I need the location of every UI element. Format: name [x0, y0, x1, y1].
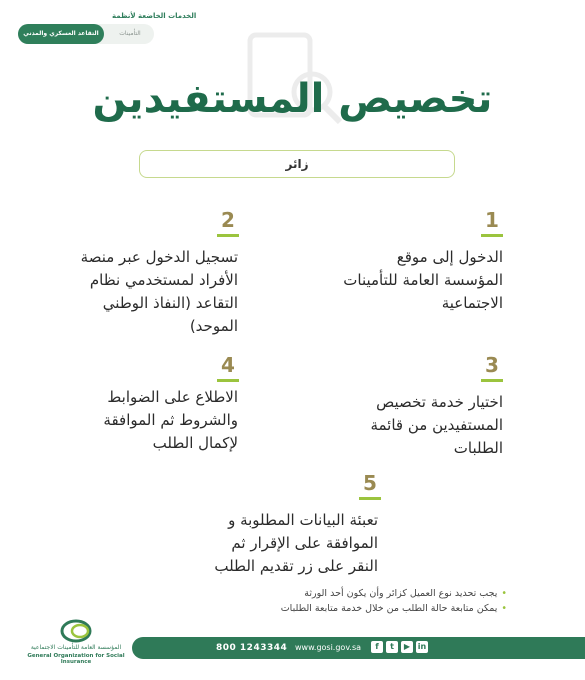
step-2-number: 2 — [221, 208, 235, 232]
website-link[interactable]: www.gosi.gov.sa — [295, 643, 362, 652]
step-4-number: 4 — [221, 353, 235, 377]
phone-number: 800 1243344 — [216, 643, 288, 653]
step-3-number: 3 — [485, 353, 499, 377]
step-2-text: تسجيل الدخول عبر منصة الأفراد لمستخدمي نظام التقاعد (النفاذ الوطني الموحد) — [80, 248, 238, 335]
visitor-label-box: زائر — [139, 150, 455, 178]
note-text: يمكن متابعة حالة الطلب من خلال خدمة متابعة الطلبات — [280, 603, 498, 614]
youtube-icon[interactable]: ▶ — [401, 641, 413, 653]
tab-insurance[interactable]: التأمينات — [119, 30, 141, 37]
twitter-icon[interactable]: t — [386, 641, 398, 653]
gosi-emblem-icon — [56, 618, 96, 644]
step-2-underline — [217, 234, 239, 237]
facebook-icon[interactable]: f — [371, 641, 383, 653]
bullet-icon: • — [501, 603, 507, 614]
breadcrumb-title: الخدمات الخاضعة لأنظمة — [112, 12, 197, 20]
note-item — [281, 601, 507, 616]
page-title: تخصيص المستفيدين — [92, 76, 493, 122]
step-5-text: تعبئة البيانات المطلوبة و الموافقة على الإقرار ثم النقر على زر تقديم الطلب — [214, 511, 378, 575]
social-links — [371, 641, 428, 653]
tab-military-civil-retirement[interactable]: التقاعد العسكري والمدني — [18, 24, 104, 44]
step-5-number: 5 — [363, 471, 377, 495]
logo-arabic-text: المؤسسة العامة للتأمينات الاجتماعية — [30, 644, 122, 651]
note-text: يجب تحديد نوع العميل كزائر وأن يكون أحد الورثة — [304, 588, 498, 599]
step-4-text: الاطلاع على الضوابط والشروط ثم الموافقة لإكمال الطلب — [103, 388, 238, 452]
step-4-underline — [217, 379, 239, 382]
step-1-underline — [481, 234, 503, 237]
tab-group — [18, 24, 154, 44]
step-1-text: الدخول إلى موقع المؤسسة العامة للتأمينات الاجتماعية — [343, 248, 503, 312]
step-1-number: 1 — [485, 208, 499, 232]
step-5-underline — [359, 497, 381, 500]
logo-english-text: General Organization for Social Insurance — [27, 653, 125, 665]
step-3-underline — [481, 379, 503, 382]
linkedin-icon[interactable]: in — [417, 642, 427, 651]
bullet-icon: • — [501, 588, 507, 599]
step-3-text: اختيار خدمة تخصيص المستفيدين من قائمة الطلبات — [370, 393, 503, 457]
gosi-logo — [18, 618, 148, 668]
note-item — [281, 586, 507, 601]
notes-list — [281, 586, 507, 616]
